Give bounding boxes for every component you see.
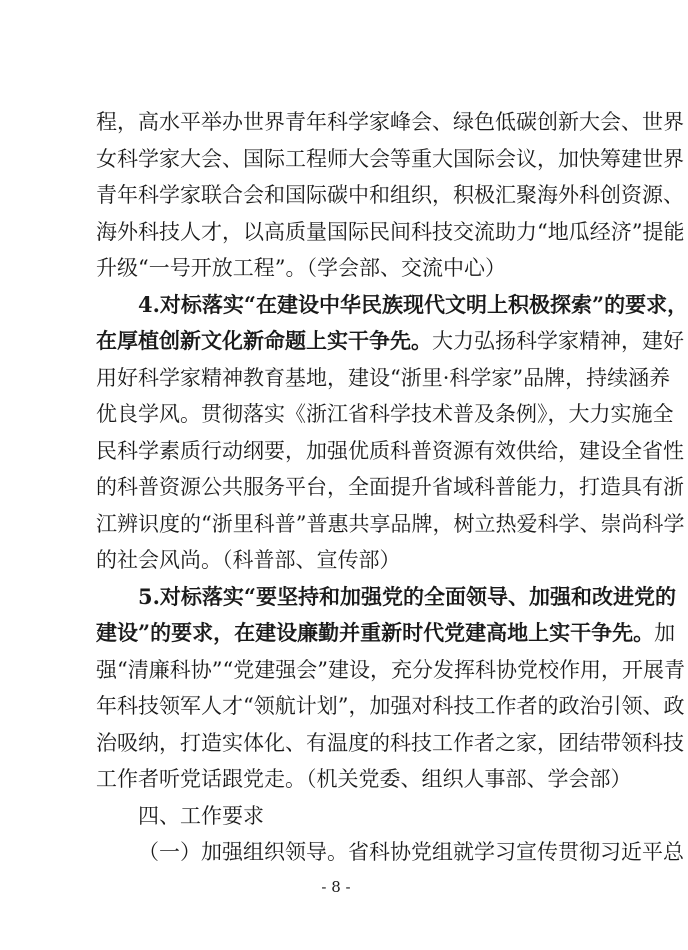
paragraph-line: 女科学家大会、国际工程师大会等重大国际会议，加快筹建世界 (96, 146, 684, 171)
item-4-text: 大力弘扬科学家精神，建好 (432, 329, 684, 353)
paragraph-line: 海外科技人才，以高质量国际民间科技交流助力“地瓜经济”提能 (96, 219, 685, 244)
item-5-line: 工作者听党话跟党走。（机关党委、组织人事部、学会部） (96, 767, 632, 791)
item-5-heading-line-1: 5.对标落实“要坚持和加强党的全面领导、加强和改进党的 (138, 583, 676, 609)
item-5-line: 年科技领军人才“领航计划”，加强对科技工作者的政治引领、政 (96, 694, 685, 718)
paragraph-line: 升级“一号开放工程”。（学会部、交流中心） (96, 256, 506, 280)
paragraph-line: 程，高水平举办世界青年科学家峰会、绿色低碳创新大会、世界 (96, 110, 684, 134)
item-4-line: 用好科学家精神教育基地，建设“浙里·科学家”品牌，持续涵养 (96, 365, 671, 390)
item-4-line: 的社会风尚。（科普部、宣传部） (96, 548, 401, 572)
item-5-text: 加 (654, 621, 676, 645)
subsection-label: （一）加强组织领导。 (138, 840, 348, 864)
item-4-line: 的科普资源公共服务平台，全面提升省域科普能力，打造具有浙 (96, 475, 684, 499)
item-4-heading-line-2 (96, 323, 684, 360)
item-4-heading-line-1: 4.对标落实“在建设中华民族现代文明上积极探索”的要求， (138, 291, 688, 317)
item-4-line: 民科学素质行动纲要，加强优质科普资源有效供给，建设全省性 (96, 438, 684, 463)
document-body (96, 104, 688, 871)
page-number: - 8 - (321, 878, 351, 896)
paragraph-line: 青年科学家联合会和国际碳中和组织，积极汇聚海外科创资源、 (96, 183, 684, 207)
subsection-line (96, 834, 684, 871)
item-5-heading-line-2 (96, 615, 676, 652)
item-5-line: 治吸纳，打造实体化、有温度的科技工作者之家，团结带领科技 (96, 730, 684, 755)
item-4-line: 江辨识度的“浙里科普”普惠共享品牌，树立热爱科学、崇尚科学 (96, 511, 685, 536)
subsection-text: 省科协党组就学习宣传贯彻习近平总 (348, 840, 684, 864)
item-4-line: 优良学风。贯彻落实《浙江省科学技术普及条例》，大力实施全 (96, 402, 674, 426)
item-5-line: 强“清廉科协”“党建强会”建设，充分发挥科协党校作用，开展青 (96, 657, 685, 682)
item-5-heading-bold: 建设”的要求，在建设廉勤并重新时代党建高地上实干争先。 (96, 620, 655, 645)
item-4-heading-bold: 在厚植创新文化新命题上实干争先。 (96, 328, 432, 353)
section-heading: 四、工作要求 (138, 803, 264, 828)
